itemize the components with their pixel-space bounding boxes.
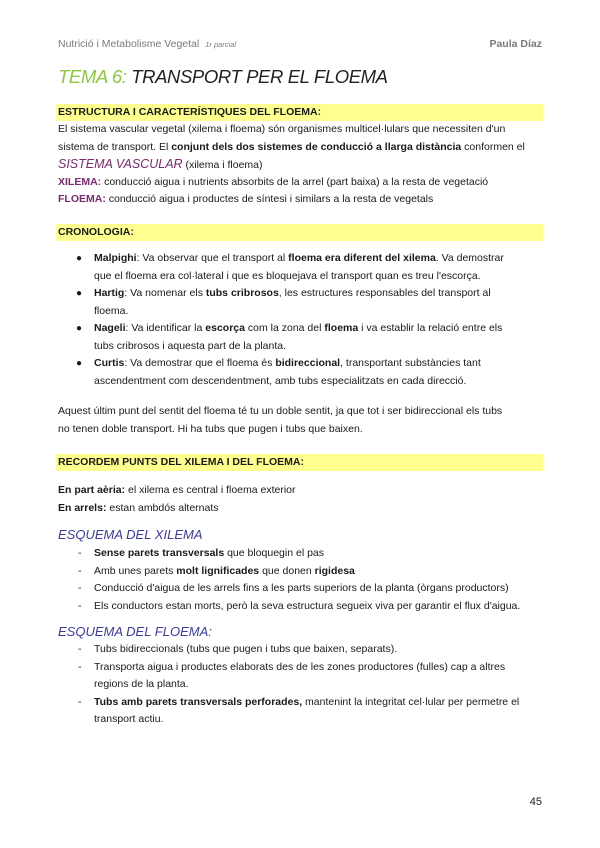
text-run: , transportant substàncies tant <box>340 357 481 369</box>
text-line: Transporta aigua i productes elaborats des de les zones productores (fulles) cap a altres <box>94 660 506 673</box>
dash-icon: - <box>78 599 82 612</box>
partial-label: 1r parcial <box>205 40 237 49</box>
text-run: (xilema i floema) <box>182 159 263 171</box>
xilema-label: XILEMA: <box>58 175 102 188</box>
scientist-name: Malpighi <box>94 252 137 264</box>
bold-run: escorça <box>205 322 245 334</box>
text-run: mantenint la integritat cel·lular per permetre el <box>302 695 520 708</box>
section1-line2 <box>58 139 525 157</box>
text-run: : Va demostrar que el floema és <box>124 357 276 369</box>
section-heading-estructura: ESTRUCTURA I CARACTERÍSTIQUES DEL FLOEMA: <box>56 104 543 121</box>
bullet-icon: ● <box>76 288 83 299</box>
text-run: que bloquegin el pas <box>224 547 325 559</box>
bold-run: bidireccional <box>275 357 341 369</box>
bold-run: conjunt dels dos sistemes de conducció a llarga distància <box>171 140 462 153</box>
section-heading-recordem: RECORDEM PUNTS DEL XILEMA I DEL FLOEMA: <box>56 454 543 471</box>
dash-icon: - <box>78 582 82 594</box>
bullet-icon: ● <box>76 253 83 264</box>
list-item <box>72 250 542 285</box>
floema-scheme-list <box>78 641 548 729</box>
text-run: conducció aigua i productes de síntesi i similars a la resta de vegetals <box>105 193 434 205</box>
title-prefix: TEMA 6: <box>58 66 127 87</box>
bold-run: floema <box>324 322 359 334</box>
bullet-icon: ● <box>76 323 83 334</box>
xilema-scheme-list <box>78 545 548 615</box>
list-item <box>78 641 548 659</box>
text-run: . Va demostrar <box>435 252 504 264</box>
dash-icon: - <box>78 695 82 708</box>
dash-icon: - <box>78 660 82 673</box>
bold-run: Sense parets transversals <box>94 547 225 559</box>
chronology-paragraph-line1: Aquest últim punt del sentit del floema té tu un doble sentit, ja que tot i ser bidireccional els tubs <box>58 405 503 417</box>
floema-definition <box>58 191 433 209</box>
list-item <box>78 563 548 581</box>
chronology-list <box>72 250 542 390</box>
text-line: ascendentment com descendentment, amb tubs especialitzats en cada direcció. <box>94 374 467 387</box>
text-run: : Va observar que el transport al <box>136 252 289 264</box>
text-run: com la zona del <box>244 322 325 334</box>
page-number: 45 <box>529 796 542 808</box>
text-run: , les estructures responsables del transport al <box>278 287 491 299</box>
chronology-paragraph-line2: no tenen doble transport. Hi ha tubs que pugen i tubs que baixen. <box>58 422 363 435</box>
text-run: el xilema es central i floema exterior <box>125 484 296 496</box>
scientist-name: Hartig <box>94 287 125 299</box>
list-item <box>78 659 548 694</box>
arrels-line <box>58 500 219 518</box>
list-item <box>72 320 542 355</box>
part-aeria-line <box>58 482 296 500</box>
course-name: Nutrició i Metabolisme Vegetal <box>58 38 200 50</box>
bold-run: rigidesa <box>314 564 355 577</box>
scientist-name: Nageli <box>94 322 126 334</box>
text-line: que el floema era col·lateral i que es bloquejava el transport quan es treu l'escorça. <box>94 269 481 282</box>
section-heading-cronologia: CRONOLOGIA: <box>56 224 543 241</box>
text-line: regions de la planta. <box>94 678 189 690</box>
sistema-vascular-term: SISTEMA VASCULAR <box>58 157 183 171</box>
text-run: sistema de transport. El <box>58 140 172 153</box>
text-run: i va establir la relació entre els <box>358 322 503 334</box>
bold-run: tubs cribrosos <box>205 287 279 299</box>
dash-icon: - <box>78 643 82 655</box>
xilema-definition <box>58 174 488 192</box>
list-item <box>78 598 548 616</box>
header-course <box>58 38 236 50</box>
text-run: : Va nomenar els <box>124 287 206 299</box>
text-line: transport actiu. <box>94 713 164 725</box>
dash-icon: - <box>78 547 82 559</box>
section1-line1: El sistema vascular vegetal (xilema i floema) són organismes multicel·lulars que necessiten d'un <box>58 123 506 135</box>
text-run: conducció aigua i nutrients absorbits de la arrel (part baixa) a la resta de vegetació <box>101 175 489 188</box>
bold-run: En part aèria: <box>58 484 126 496</box>
dash-icon: - <box>78 564 82 577</box>
text-run: Els conductors estan morts, però la seva estructura segueix viva per garantir el flux d'aigua. <box>94 599 521 612</box>
list-item <box>78 545 548 563</box>
text-run: conformen el <box>461 140 525 153</box>
text-run: Conducció d'aigua de les arrels fins a les parts superiors de la planta (òrgans productors) <box>94 582 509 594</box>
text-line: floema. <box>94 304 129 317</box>
title-text: TRANSPORT PER EL FLOEMA <box>126 66 388 87</box>
text-run: Amb unes parets <box>94 564 177 577</box>
text-run: Tubs bidireccionals (tubs que pugen i tubs que baixen, separats). <box>94 643 398 655</box>
text-run: que donen <box>259 564 315 577</box>
list-item <box>78 694 548 729</box>
xilema-scheme-title: ESQUEMA DEL XILEMA <box>58 527 203 542</box>
list-item <box>72 355 542 390</box>
text-run: estan ambdós alternats <box>106 501 219 514</box>
text-line: tubs cribrosos i aquesta part de la planta. <box>94 339 287 352</box>
bold-run: molt lignificades <box>176 564 260 577</box>
section1-line3 <box>58 156 263 175</box>
list-item <box>72 285 542 320</box>
list-item <box>78 580 548 598</box>
scientist-name: Curtis <box>94 357 125 369</box>
floema-scheme-title: ESQUEMA DEL FLOEMA: <box>58 624 212 639</box>
page-title <box>58 66 388 88</box>
bold-run: floema era diferent del xilema <box>288 252 436 264</box>
page-header <box>58 38 542 54</box>
bullet-icon: ● <box>76 358 83 369</box>
text-run: : Va identificar la <box>125 322 206 334</box>
floema-label: FLOEMA: <box>58 193 106 205</box>
header-author: Paula Díaz <box>489 38 542 50</box>
bold-run: En arrels: <box>58 501 107 514</box>
bold-run: Tubs amb parets transversals perforades, <box>94 695 303 708</box>
